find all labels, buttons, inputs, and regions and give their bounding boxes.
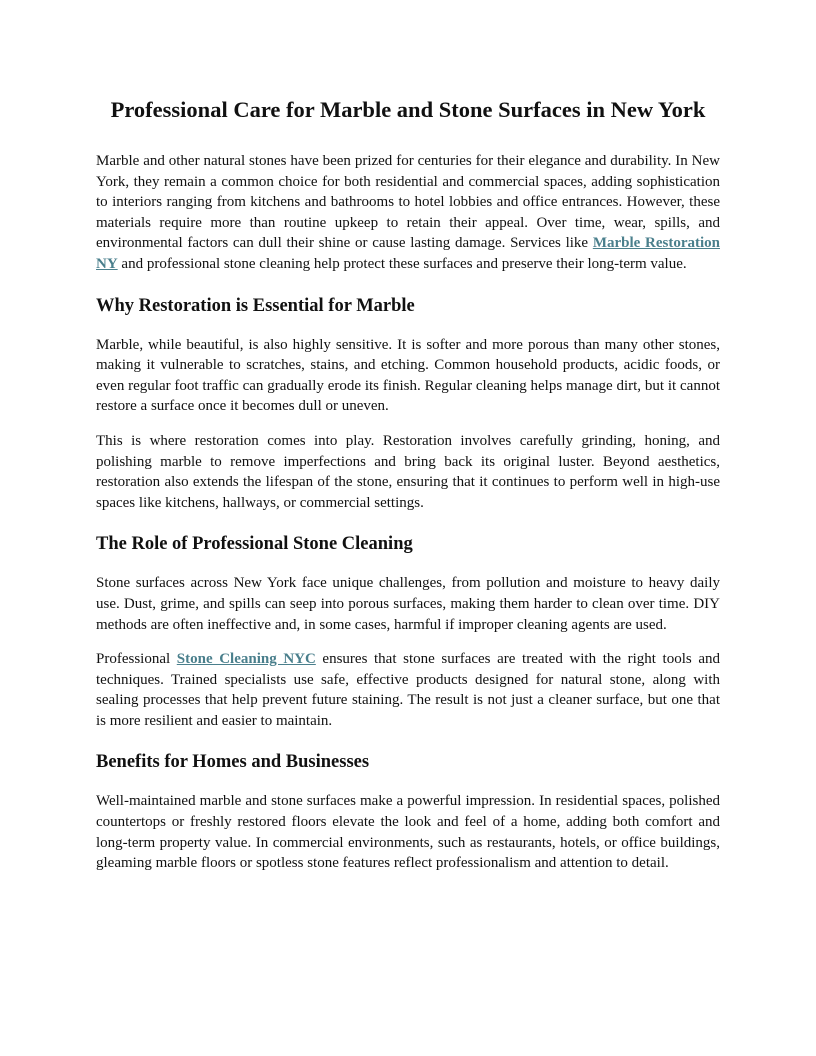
text: and professional stone cleaning help protect these surfaces and preserve their long-term value. [117, 255, 687, 272]
section-heading: Benefits for Homes and Businesses [96, 752, 370, 773]
paragraph: This is where restoration comes into play. Restoration involves carefully grinding, honing, and polishing marble to remove imperfections and bring back its original luster. Beyond aesthetics, restoration also extends the lifespan of the stone, ensuring that it continues to perform well in high-use spaces like kitchens, hallways, or commercial settings. [96, 432, 720, 511]
text: ensures that stone surfaces are treated with the right tools and techniques. Trained specialists use safe, effective products designed for natural stone, along with sealing processes that help prevent future staining. The result is not just a cleaner surface, but one that is more resilient and easier to maintain. [96, 651, 720, 729]
paragraph: Stone surfaces across New York face unique challenges, from pollution and moisture to heavy daily use. Dust, grime, and spills can seep into porous surfaces, making them harder to clean over time. DIY methods are often ineffective and, in some cases, harmful if improper cleaning agents are used. [96, 575, 720, 633]
intro-paragraph [96, 151, 720, 275]
text: Marble and other natural stones have been prized for centuries for their elegance and durability. In New York, they remain a common choice for both residential and commercial spaces, adding sophistication to interiors ranging from kitchens and bathrooms to hotel lobbies and office entrances. However, these materials require more than routine upkeep to retain their appeal. Over time, wear, spills, and environmental factors can dull their shine or cause lasting damage. Services like [96, 153, 720, 252]
paragraph: Marble, while beautiful, is also highly sensitive. It is softer and more porous than many other stones, making it vulnerable to scratches, stains, and etching. Common household products, acidic foods, or even regular foot traffic can gradually erode its finish. Regular cleaning helps manage dirt, but it cannot restore a surface once it becomes dull or uneven. [96, 336, 720, 415]
text: Professional [96, 651, 177, 668]
stone-cleaning-link[interactable]: Stone Cleaning NYC [176, 651, 316, 668]
section-heading: The Role of Professional Stone Cleaning [96, 534, 413, 555]
paragraph: Well-maintained marble and stone surfaces make a powerful impression. In residential spaces, polished countertops or freshly restored floors elevate the look and feel of a home, adding both comfort and long-term property value. In commercial environments, such as restaurants, hotels, or office buildings, gleaming marble floors or spotless stone features reflect professionalism and attention to detail. [96, 793, 720, 872]
page-title: Professional Care for Marble and Stone Surfaces in New York [110, 97, 706, 122]
paragraph [96, 649, 720, 731]
section-heading: Why Restoration is Essential for Marble [96, 295, 415, 316]
document-content [96, 94, 720, 888]
marble-restoration-link[interactable]: Marble Restoration NY [96, 235, 720, 272]
